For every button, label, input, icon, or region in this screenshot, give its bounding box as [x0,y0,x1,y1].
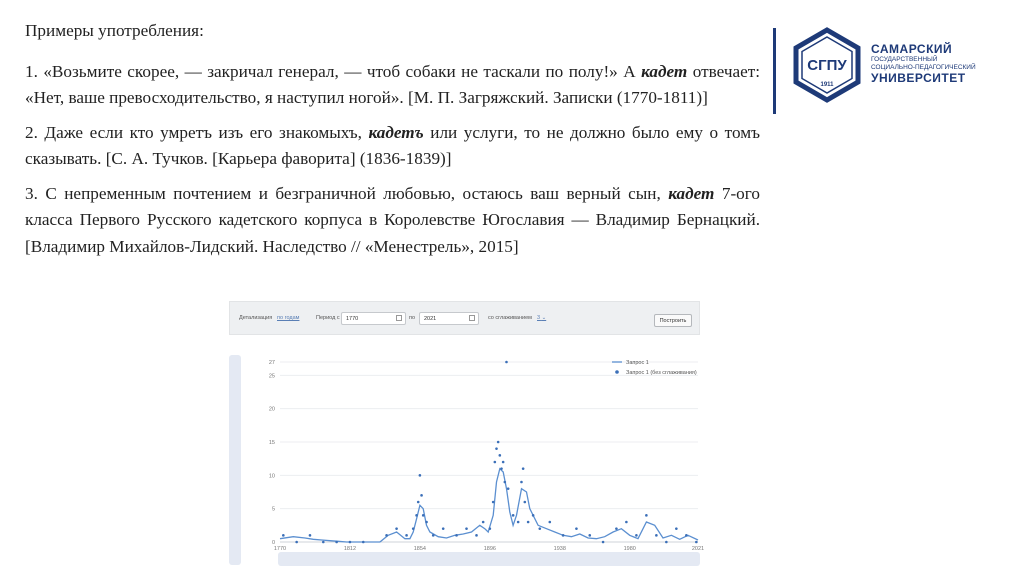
period-label: Период с [316,315,340,321]
data-point [420,494,423,497]
calendar-icon[interactable] [396,315,402,321]
data-point [417,501,420,504]
data-point [475,534,478,537]
example-1-text-a: 1. «Возьмите скорее, — закричал генерал, — чтоб собаки не таскали по полу!» А [25,61,642,81]
data-point [562,534,565,537]
data-point [489,527,492,530]
y-tick-label: 0 [271,540,275,546]
y-tick-label: 5 [271,506,275,513]
data-point [695,541,698,544]
data-point [655,534,658,537]
calendar-icon[interactable] [469,315,475,321]
example-1-text-b: отвечает: «Нет, ваше превосходительство, я наступил ногой». [М. П. Загряжский. Записки (1770-1811)] [25,61,761,107]
legend-label: Запрос 1 [626,360,649,366]
data-point [645,514,648,517]
data-point [432,534,435,537]
chevron-down-icon: ⌄ [541,315,547,321]
example-1 [25,59,760,112]
data-point [419,474,422,477]
data-point [685,534,688,537]
data-point [349,541,352,544]
data-point [675,527,678,530]
data-point [588,534,591,537]
example-2-text-b: или услуги, то не должно было ему о томъ сказывать. [С. А. Тучков. [Карьера фаворита] (1836-1839)] [25,122,760,168]
data-point [425,521,428,524]
corpus-toolbar [229,301,700,335]
example-3-text-a: 3. С непременным почтением и безграничной любовью, остаюсь ваш верный сын, [25,183,669,203]
data-point [575,527,578,530]
smooth-select[interactable] [537,315,546,321]
smooth-label: со сглаживанием [488,315,532,321]
data-point [507,487,510,490]
logo-divider [773,28,776,114]
y-tick-label: 15 [268,440,275,446]
example-2-text-a: 2. Даже если кто умретъ изъ его знакомыхъ, [25,122,369,142]
data-point [482,521,485,524]
example-3-text-b: 7-ого класса Первого Русского кадетского корпуса в Королевстве Югославия — Владимир Бернацкий. [Владимир Михайлов-Лидский. Наследство // «Менестрель», 2015] [25,183,760,256]
example-1-keyword: кадет [641,61,688,81]
to-label: по [409,315,416,321]
data-point [665,541,668,544]
data-point [465,527,468,530]
slide-text [25,18,760,268]
legend-label: Запрос 1 (без сглаживания) [626,370,697,376]
university-logo-icon [790,28,864,102]
example-3-keyword: кадет [668,183,715,203]
x-tick-label: 2021 [691,546,705,552]
data-point [505,361,508,364]
data-point [517,521,520,524]
smooth-value: 3 [537,315,541,321]
data-point [527,521,530,524]
data-point [282,534,285,537]
logo-abbr: СГПУ [807,57,847,74]
y-tick-label: 27 [268,360,275,366]
x-tick-label: 1896 [483,546,496,552]
x-tick-label: 1938 [553,546,566,552]
horizontal-range-slider[interactable] [278,552,700,566]
x-tick-label: 1812 [343,546,357,552]
data-point [635,534,638,537]
period-to-value: 2021 [424,316,437,322]
detail-select[interactable]: по годам [277,315,300,321]
example-3 [25,181,760,261]
data-point [532,514,535,517]
example-2-keyword: кадетъ [368,122,424,142]
data-point [494,461,497,464]
data-point [395,527,398,530]
data-point [415,514,418,517]
detail-label: Детализация [239,315,273,321]
data-point [497,441,500,444]
data-point [492,501,495,504]
period-from-value: 1770 [346,316,359,322]
data-point [422,514,425,517]
logo-year: 1911 [820,82,834,88]
data-point [499,454,502,457]
y-tick-label: 20 [268,406,275,413]
period-from-input[interactable] [341,312,406,325]
data-point [405,534,408,537]
university-name [871,43,976,85]
x-tick-label: 1980 [623,546,636,552]
univ-line-1: САМАРСКИЙ [871,42,953,56]
univ-line-4: УНИВЕРСИТЕТ [871,71,966,85]
y-tick-label: 25 [268,373,275,380]
frequency-chart [240,340,705,552]
x-tick-label: 1770 [273,546,287,552]
data-point [500,467,503,470]
univ-line-3: СОЦИАЛЬНО-ПЕДАГОГИЧЕСКИЙ [871,64,976,71]
univ-line-2: ГОСУДАРСТВЕННЫЙ [871,56,938,63]
data-point [362,541,365,544]
series-line-0 [280,469,698,542]
legend-dot-swatch [615,370,619,374]
data-point [385,534,388,537]
data-point [524,501,527,504]
slide-heading: Примеры употребления: [25,21,204,40]
y-tick-label: 10 [268,473,275,480]
data-point [442,527,445,530]
example-2 [25,120,760,173]
period-to-input[interactable] [419,312,479,325]
data-point [335,541,338,544]
x-tick-label: 1854 [413,546,427,552]
data-point [412,527,415,530]
data-point [495,447,498,450]
data-point [602,541,605,544]
data-point [295,541,298,544]
data-point [322,541,325,544]
data-point [538,527,541,530]
build-button[interactable]: Построить [654,314,692,327]
data-point [625,521,628,524]
data-point [615,527,618,530]
data-point [309,534,312,537]
data-point [522,467,525,470]
data-point [455,534,458,537]
data-point [548,521,551,524]
data-point [520,481,523,484]
data-point [512,514,515,517]
data-point [502,461,505,464]
data-point [504,481,507,484]
